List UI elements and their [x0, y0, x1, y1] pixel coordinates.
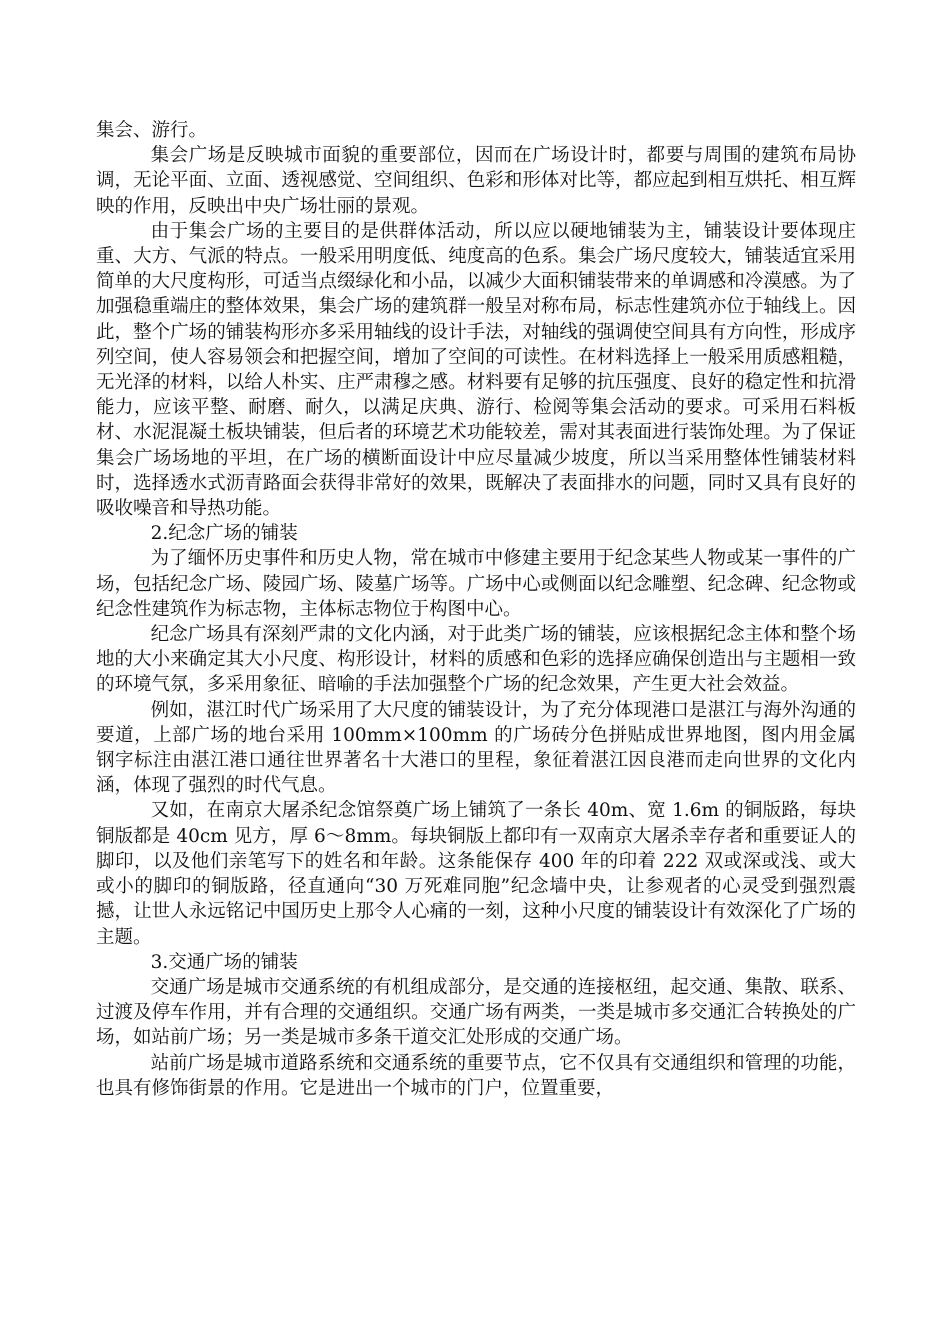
paragraph-continued: 集会、游行。 — [96, 120, 208, 141]
paragraph: 例如，湛江时代广场采用了大尺度的铺装设计，为了充分体现港口是湛江与海外沟通的要道，上部广场的地台采用 100mm×100mm 的广场砖分色拼贴成世界地图，图内用金属钢字标注由湛江港口通往世界著名十大港口的里程，象征着湛江因良港而走向世界的文化内涵，体现了强烈的时代气息。 — [96, 699, 856, 797]
paragraph: 站前广场是城市道路系统和交通系统的重要节点，它不仅具有交通组织和管理的功能，也具有修饰街景的作用。它是进出一个城市的门户，位置重要， — [96, 1052, 856, 1099]
paragraph: 由于集会广场的主要目的是供群体活动，所以应以硬地铺装为主，铺装设计要体现庄重、大方、气派的特点。一般采用明度低、纯度高的色系。集会广场尺度较大，铺装适宜采用简单的大尺度构形，可适当点缀绿化和小品，以减少大面积铺装带来的单调感和冷漠感。为了加强稳重端庄的整体效果，集会广场的建筑群一般呈对称布局，标志性建筑亦位于轴线上。因此，整个广场的铺装构形亦多采用轴线的设计手法，对轴线的强调使空间具有方向性，形成序列空间，使人容易领会和把握空间，增加了空间的可读性。在材料选择上一般采用质感粗糙，无光泽的材料，以给人朴实、庄严肃穆之感。材料要有足够的抗压强度、良好的稳定性和抗滑能力，应该平整、耐磨、耐久，以满足庆典、游行、检阅等集会活动的要求。可采用石料板材、水泥混凝土板块铺装，但后者的环境艺术功能较差，需对其表面进行装饰处理。为了保证集会广场场地的平坦，在广场的横断面设计中应尽量减少坡度，所以当采用整体性铺装材料时，选择透水式沥青路面会获得非常好的效果，既解决了表面排水的问题，同时又具有良好的吸收噪音和导热功能。 — [96, 220, 856, 520]
paragraph: 为了缅怀历史事件和历史人物，常在城市中修建主要用于纪念某些人物或某一事件的广场，包括纪念广场、陵园广场、陵墓广场等。广场中心或侧面以纪念雕塑、纪念碑、纪念物或纪念性建筑作为标志物，主体标志物位于构图中心。 — [96, 548, 856, 620]
document-page — [96, 118, 856, 1101]
paragraph: 交通广场是城市交通系统的有机组成部分，是交通的连接枢纽，起交通、集散、联系、过渡及停车作用，并有合理的交通组织。交通广场有两类，一类是城市多交通汇合转换处的广场，如站前广场；另一类是城市多条干道交汇处形成的交通广场。 — [96, 976, 856, 1049]
paragraph: 纪念广场具有深刻严肃的文化内涵，对于此类广场的铺装，应该根据纪念主体和整个场地的大小来确定其大小尺度、构形设计，材料的质感和色彩的选择应确保创造出与主题相一致的环境气氛，多采用象征、暗喻的手法加强整个广场的纪念效果，产生更大社会效益。 — [96, 624, 856, 696]
paragraph: 又如，在南京大屠杀纪念馆祭奠广场上铺筑了一条长 40m、宽 1.6m 的铜版路，每块铜版都是 40cm 见方，厚 6～8mm。每块铜版上都印有一双南京大屠杀幸存者和重要证人的脚印，以及他们亲笔写下的姓名和年龄。这条能保存 400 年的印着 222 双或深或浅、或大或小的脚印的铜版路，径直通向“30 万死难同胞”纪念墙中央，让参观者的心灵受到强烈震撼，让世人永远铭记中国历史上那令人心痛的一刻，这种小尺度的铺装设计有效深化了广场的主题。 — [96, 800, 856, 948]
section-heading: 2.纪念广场的铺装 — [150, 523, 298, 545]
paragraph: 集会广场是反映城市面貌的重要部位，因而在广场设计时，都要与周围的建筑布局协调，无论平面、立面、透视感觉、空间组织、色彩和形体对比等，都应起到相互烘托、相互辉映的作用，反映出中央广场壮丽的景观。 — [96, 145, 856, 217]
section-heading: 3.交通广场的铺装 — [150, 951, 298, 973]
